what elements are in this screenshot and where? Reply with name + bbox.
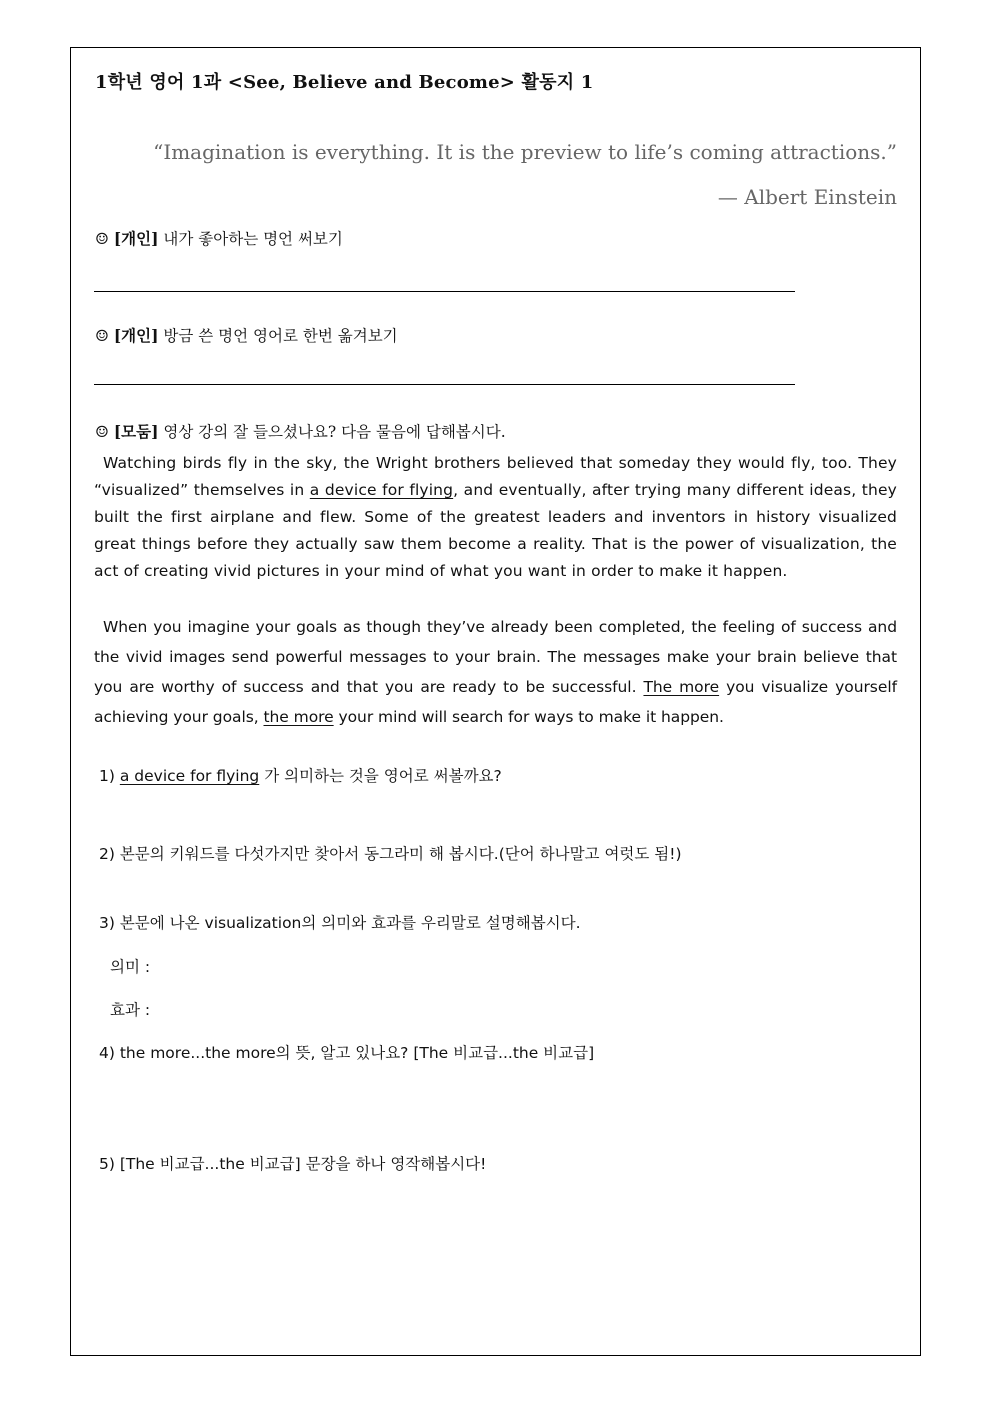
smiley-icon: ☺ [95, 327, 109, 345]
section-tag: [개인] [113, 229, 159, 248]
section-tag: [개인] [113, 326, 159, 345]
smiley-icon: ☺ [95, 423, 109, 441]
section-translate-quote [95, 324, 398, 346]
question-3: 3) 본문에 나온 visualization의 의미와 효과를 우리말로 설명해봅시다. [99, 914, 581, 932]
smiley-icon: ☺ [95, 230, 109, 248]
passage-text: When you imagine your goals as though they’ve already been completed, the feeling of success and the vivid images send powerful messages to your brain. The messages make your brain believe that you are worthy of success and that you are ready to be successful. [94, 618, 897, 696]
passage-text: , and eventually, after trying many different ideas, they built the first airplane and flew. Some of the greatest leaders and inventors in history visualized great things before they actually saw them become a reality. That is the power of visualization, the act of creating vivid pictures in your mind of what you want in order to make it happen. [94, 481, 897, 580]
question-text: 가 의미하는 것을 영어로 써볼까요? [259, 767, 502, 785]
section-favorite-quote [95, 227, 343, 249]
section-text: 내가 좋아하는 명언 써보기 [158, 230, 343, 248]
underlined-phrase: a device for flying [309, 481, 454, 499]
section-text: 방금 쓴 명언 영어로 한번 옮겨보기 [158, 327, 398, 345]
question-3-effect-label: 효과 : [110, 1001, 151, 1019]
question-number: 1) [99, 767, 120, 785]
passage-paragraph-2 [94, 612, 897, 732]
passage-text: your mind will search for ways to make it happen. [333, 708, 724, 726]
underlined-phrase: the more [263, 708, 334, 726]
question-3-meaning-label: 의미 : [110, 958, 151, 976]
quote-text: “Imagination is everything. It is the preview to life’s coming attractions.” [153, 140, 897, 164]
underlined-phrase: The more [643, 678, 720, 696]
passage-text: Watching birds fly in the sky, the Wright brothers believed that someday they would fly, too. They “visualized” themselves in [94, 454, 897, 499]
section-group-activity [95, 420, 506, 442]
answer-line-1[interactable] [94, 291, 795, 292]
question-5: 5) [The 비교급...the 비교급] 문장을 하나 영작해봅시다! [99, 1155, 487, 1173]
question-2: 2) 본문의 키워드를 다섯가지만 찾아서 동그라미 해 봅시다.(단어 하나말고 여럿도 됨!) [99, 845, 682, 863]
worksheet-title: 1학년 영어 1과 <See, Believe and Become> 활동지 1 [95, 72, 594, 93]
quote-author: — Albert Einstein [717, 185, 897, 209]
question-1 [99, 764, 502, 786]
underlined-phrase: a device for flying [119, 767, 260, 785]
passage-paragraph-1 [94, 450, 897, 585]
answer-line-2[interactable] [94, 384, 795, 385]
section-tag: [모둠] [113, 422, 159, 441]
section-text: 영상 강의 잘 들으셨나요? 다음 물음에 답해봅시다. [158, 423, 506, 441]
passage-text: you visualize yourself achieving your goals, [94, 678, 897, 726]
question-4: 4) the more...the more의 뜻, 알고 있나요? [The 비교급...the 비교급] [99, 1044, 595, 1062]
